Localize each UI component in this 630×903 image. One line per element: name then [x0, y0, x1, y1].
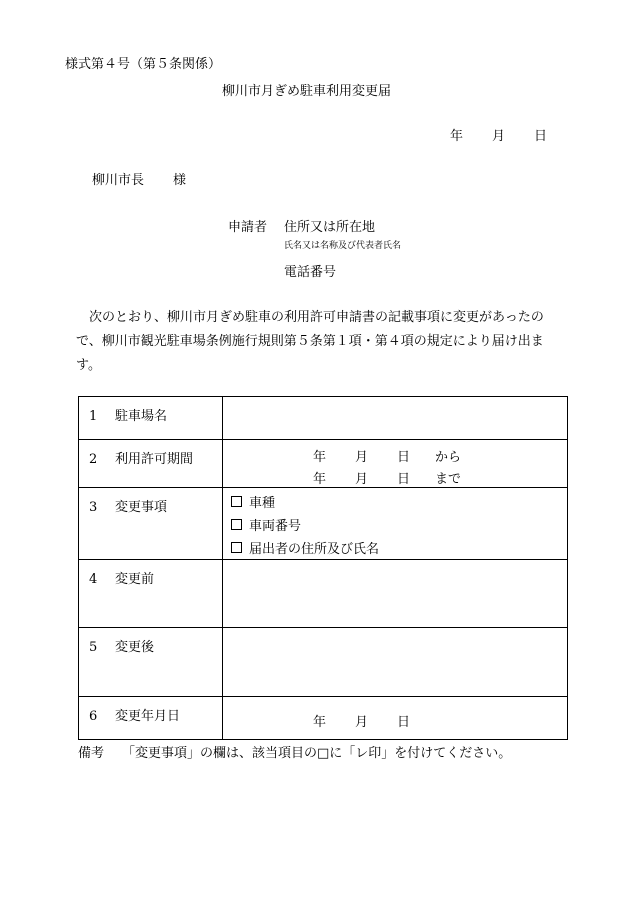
addressee-suffix: 様 [173, 173, 187, 188]
table-row-after-change [79, 628, 568, 697]
period-start-year: 年 [313, 450, 327, 465]
row-label-cell [79, 440, 223, 488]
header-date-day: 日 [534, 129, 548, 144]
applicant-phone-label: 電話番号 [284, 265, 337, 280]
row-label: 変更後 [115, 640, 155, 655]
row-label-cell [79, 397, 223, 440]
applicant-name-label: 氏名又は名称及び代表者氏名 [284, 241, 402, 251]
table-row-before-change [79, 560, 568, 628]
checkbox[interactable] [231, 542, 242, 553]
period-end-day: 日 [397, 472, 411, 487]
period-start-month: 月 [355, 450, 369, 465]
change-date-value[interactable] [223, 697, 568, 740]
row-label-cell [79, 488, 223, 560]
change-option-label: 届出者の住所及び氏名 [249, 542, 380, 557]
addressee-name: 柳川市長 [92, 173, 145, 188]
period-end-year: 年 [313, 472, 327, 487]
row-label: 変更事項 [115, 500, 168, 515]
row-label: 駐車場名 [115, 409, 168, 424]
row-label-cell [79, 697, 223, 740]
change-option-label: 車両番号 [249, 519, 302, 534]
after-change-value[interactable] [223, 628, 568, 697]
body-text: 次のとおり、柳川市月ぎめ駐車の利用許可申請書の記載事項に変更があったので、柳川市観光駐車場条例施行規則第５条第１項・第４項の規定により届け出ます。 [76, 310, 544, 373]
period-start-day: 日 [397, 450, 411, 465]
row-label: 変更前 [115, 572, 155, 587]
table-row-parking-name [79, 397, 568, 440]
change-date-month: 月 [355, 715, 369, 730]
checkbox[interactable] [231, 496, 242, 507]
header-date-year: 年 [450, 129, 464, 144]
row-label: 変更年月日 [115, 709, 181, 724]
row-label-cell [79, 560, 223, 628]
table-row-change-items [79, 488, 568, 560]
change-date [223, 705, 567, 730]
row-number: 1 [89, 409, 98, 424]
permit-period-value[interactable] [223, 440, 568, 488]
form-number: 様式第４号（第５条関係） [65, 57, 222, 72]
period-end-suffix: まで [435, 472, 462, 487]
remarks-label: 備考 [78, 746, 105, 761]
form-title: 柳川市月ぎめ駐車利用変更届 [222, 84, 392, 99]
row-number: 6 [89, 709, 98, 724]
change-option[interactable] [223, 513, 567, 536]
period-start [223, 440, 567, 465]
row-number: 3 [89, 500, 98, 515]
applicant-label: 申請者 [228, 220, 268, 235]
row-number: 2 [89, 452, 98, 467]
period-end-month: 月 [355, 472, 369, 487]
change-option-label: 車種 [249, 496, 276, 511]
row-number: 5 [89, 640, 98, 655]
change-option[interactable] [223, 490, 567, 513]
checkbox[interactable] [231, 519, 242, 530]
period-start-suffix: から [435, 450, 462, 465]
change-date-day: 日 [397, 715, 411, 730]
form-table [78, 396, 568, 740]
row-number: 4 [89, 572, 98, 587]
remarks-text: 「変更事項」の欄は、該当項目の□に「レ印」を付けてください。 [122, 746, 512, 761]
table-row-permit-period [79, 440, 568, 488]
before-change-value[interactable] [223, 560, 568, 628]
change-date-year: 年 [313, 715, 327, 730]
row-label: 利用許可期間 [115, 452, 194, 467]
period-end [223, 462, 567, 487]
row-label-cell [79, 628, 223, 697]
change-items-value [223, 488, 568, 560]
change-option[interactable] [223, 536, 567, 559]
parking-name-value[interactable] [223, 397, 568, 440]
header-date-month: 月 [492, 129, 506, 144]
table-row-change-date [79, 697, 568, 740]
applicant-address-label: 住所又は所在地 [284, 220, 376, 235]
